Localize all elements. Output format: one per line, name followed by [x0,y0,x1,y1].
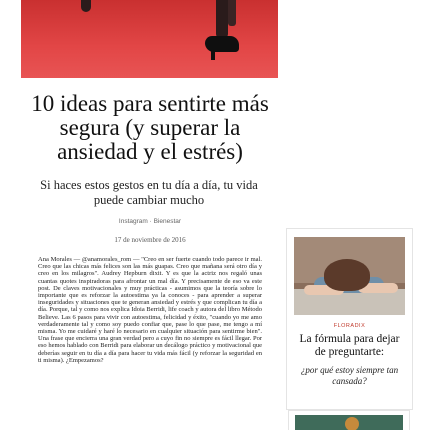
article-categories[interactable]: Instagram · Bienestar [118,218,182,225]
article-body: Ana Morales — @anamorales_rom — "Creo en ser fuerte cuando todo parece ir mal. Creo que las chicas más felices son las más guapas. Creo que mañana será otro día y creo en los milagros". Audrey Hepburn dixit. Y es que la actriz nos regaló unas cuantas quotes inspiradoras para afrontar un mal día. Y precisamente de eso va este post. De claves motivacionales y muy prácticas - asumimos que la teoría sobre lo importante que es reforzar la autoestima ya la conoces - para aprender a superar inseguridades y situaciones que te generan ansiedad y estrés y que complican tu día a día. Porque, tal y como nos explica Idoia Berridi, life coach y autora del libro Método Believe. Las 6 pasos para vivir con autoestima, felicidad y éxito, "cuando yo me amo verdaderamente tal y como soy puedo confiar que, pase lo que pase, me tengo a mí misma. Yo me cuidaré y haré lo necesario en cualquier situación para sentirme bien". Una frase que encierra una gran verdad pero a cuyo fin no siempre es fácil llegar. Por eso hemos hablado con Berridi para elaborar un decálogo práctico y motivacional que deberías seguir en tu día a día para hacer tu vida más fácil (y reforzar la seguridad en ti misma). ¿Empezamos? [38,256,262,364]
hero-image [21,0,278,78]
article-date: 17 de noviembre de 2016 [114,236,186,244]
sidebar-card-2-image[interactable] [295,415,403,430]
sidebar-card-category: FLORADIX [333,323,366,329]
article-title: 10 ideas para sentirte más segura (y superar la ansiedad y el estrés) [31,91,269,164]
sidebar-card[interactable] [286,228,413,410]
sidebar-card-2[interactable] [288,410,410,430]
sidebar-card-subtitle[interactable]: ¿por qué estoy siempre tan cansada? [300,365,399,386]
article-subtitle: Si haces estos gestos en tu día a día, tu vida puede cambiar mucho [40,178,258,207]
sidebar-card-title[interactable]: La fórmula para dejar de preguntarte: [299,333,400,358]
sidebar-card-image[interactable] [294,237,405,315]
